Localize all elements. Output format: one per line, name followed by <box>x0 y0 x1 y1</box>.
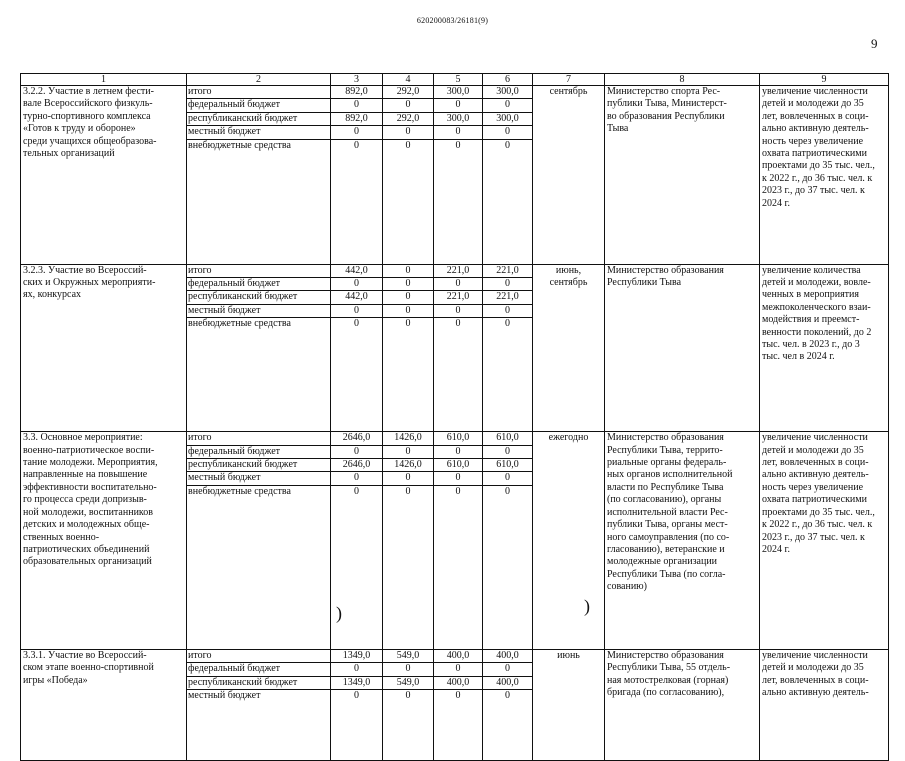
amount-cell: 0 <box>434 99 483 112</box>
activity-description: 3.3.1. Участие во Всероссий- ском этапе военно-спортивной игры «Победа» <box>21 649 187 760</box>
amount-cell: 0 <box>483 690 533 761</box>
column-number: 3 <box>331 74 383 86</box>
amount-cell: 0 <box>331 663 383 676</box>
amount-cell: 221,0 <box>434 291 483 304</box>
expected-result: увеличение численности детей и молодежи до 35 лет, вовлеченных в соци- ально активную деятель- <box>760 649 889 760</box>
amount-cell: 2646,0 <box>331 459 383 472</box>
funding-source: республиканский бюджет <box>187 459 331 472</box>
funding-source: местный бюджет <box>187 126 331 139</box>
funding-source: местный бюджет <box>187 690 331 761</box>
amount-cell: 2646,0 <box>331 432 383 445</box>
amount-cell: 0 <box>383 139 434 264</box>
table-row <box>21 649 889 662</box>
amount-cell: 0 <box>434 126 483 139</box>
table-body <box>21 86 889 761</box>
funding-source: местный бюджет <box>187 472 331 485</box>
amount-cell: 0 <box>331 318 383 432</box>
amount-cell: 0 <box>383 291 434 304</box>
deadline: июнь, сентябрь <box>533 264 605 432</box>
document-id: 620200083/26181(9) <box>416 16 489 25</box>
amount-cell: 0 <box>383 304 434 317</box>
amount-cell: 300,0 <box>434 112 483 125</box>
amount-cell: 1426,0 <box>383 459 434 472</box>
amount-cell: 1349,0 <box>331 676 383 689</box>
amount-cell: 0 <box>383 690 434 761</box>
column-number: 4 <box>383 74 434 86</box>
amount-cell: 400,0 <box>434 649 483 662</box>
amount-cell: 300,0 <box>434 86 483 99</box>
funding-source: итого <box>187 432 331 445</box>
amount-cell: 0 <box>383 472 434 485</box>
amount-cell: 0 <box>383 126 434 139</box>
activity-description: 3.2.2. Участие в летнем фести- вале Всероссийского физкуль- турно-спортивного комплекса «Готов к труду и обороне» среди учащихся общеобразова- тельных организаций <box>21 86 187 265</box>
program-table <box>20 73 889 761</box>
amount-cell: 0 <box>434 472 483 485</box>
amount-cell: 300,0 <box>483 112 533 125</box>
amount-cell: 0 <box>434 318 483 432</box>
program-table-wrapper <box>20 73 889 761</box>
funding-source: местный бюджет <box>187 304 331 317</box>
funding-source: федеральный бюджет <box>187 663 331 676</box>
funding-source: республиканский бюджет <box>187 112 331 125</box>
amount-cell: 0 <box>434 690 483 761</box>
funding-source: внебюджетные средства <box>187 318 331 432</box>
amount-cell: 0 <box>331 126 383 139</box>
deadline: сентябрь <box>533 86 605 265</box>
amount-cell: 0 <box>331 690 383 761</box>
amount-cell: 0 <box>483 126 533 139</box>
amount-cell: 0 <box>483 318 533 432</box>
amount-cell: 0 <box>483 99 533 112</box>
funding-source: федеральный бюджет <box>187 445 331 458</box>
amount-cell: 292,0 <box>383 86 434 99</box>
amount-cell: 0 <box>331 99 383 112</box>
amount-cell: 300,0 <box>483 86 533 99</box>
amount-cell: 892,0 <box>331 112 383 125</box>
amount-cell: 610,0 <box>434 432 483 445</box>
amount-cell: 0 <box>383 663 434 676</box>
amount-cell: 0 <box>383 278 434 291</box>
amount-cell: 0 <box>434 485 483 649</box>
column-number: 8 <box>605 74 760 86</box>
amount-cell: 0 <box>383 264 434 277</box>
activity-description: 3.2.3. Участие во Всероссий- ских и Окружных мероприяти- ях, конкурсах <box>21 264 187 432</box>
amount-cell: 549,0 <box>383 649 434 662</box>
column-number: 6 <box>483 74 533 86</box>
funding-source: итого <box>187 264 331 277</box>
funding-source: внебюджетные средства <box>187 139 331 264</box>
funding-source: внебюджетные средства <box>187 485 331 649</box>
funding-source: итого <box>187 649 331 662</box>
amount-cell: 0 <box>434 304 483 317</box>
amount-cell: 892,0 <box>331 86 383 99</box>
amount-cell: 0 <box>383 485 434 649</box>
amount-cell: 0 <box>434 278 483 291</box>
amount-cell: 0 <box>383 318 434 432</box>
expected-result: увеличение численности детей и молодежи до 35 лет, вовлеченных в соци- ально активную деятель- ность через увеличение охвата патриотическими проектами до 35 тыс. чел., к 2022 г., до 36 тыс. чел. к 2023 г., до 37 тыс. чел. к 2024 г. <box>760 86 889 265</box>
amount-cell: 221,0 <box>483 264 533 277</box>
amount-cell: 221,0 <box>434 264 483 277</box>
funding-source: республиканский бюджет <box>187 676 331 689</box>
amount-cell: 1426,0 <box>383 432 434 445</box>
funding-source: итого <box>187 86 331 99</box>
amount-cell: 0 <box>483 278 533 291</box>
amount-cell: 0 <box>331 445 383 458</box>
amount-cell: 0 <box>483 304 533 317</box>
funding-source: республиканский бюджет <box>187 291 331 304</box>
amount-cell: 0 <box>383 445 434 458</box>
amount-cell: 442,0 <box>331 264 383 277</box>
responsible-executors: Министерство образования Республики Тыва, террито- риальные органы федераль- ных органов исполнительной власти по Республике Тыва (по согласованию), органы исполнительной власти Рес- публики Тыва, органы мест- ного самоуправления (по со- гласованию), ветеранские и молодежные организации Республики Тыва (по согла- сованию) <box>605 432 760 650</box>
pen-mark: ) <box>584 596 590 616</box>
amount-cell: 1349,0 <box>331 649 383 662</box>
amount-cell: 0 <box>483 445 533 458</box>
responsible-executors: Министерство спорта Рес- публики Тыва, Министерст- во образования Республики Тыва <box>605 86 760 265</box>
column-number: 1 <box>21 74 187 86</box>
amount-cell: 0 <box>434 139 483 264</box>
page-number: 9 <box>871 36 878 51</box>
amount-cell: 0 <box>331 139 383 264</box>
table-row <box>21 86 889 99</box>
deadline: июнь <box>533 649 605 760</box>
amount-cell: 610,0 <box>434 459 483 472</box>
column-number-row <box>21 74 889 86</box>
amount-cell: 0 <box>483 485 533 649</box>
column-number: 7 <box>533 74 605 86</box>
amount-cell: 400,0 <box>483 649 533 662</box>
amount-cell: 0 <box>331 304 383 317</box>
deadline: ежегодно <box>533 432 605 650</box>
responsible-executors: Министерство образования Республики Тыва, 55 отдель- ная мотострелковая (горная) бригада (по согласованию), <box>605 649 760 760</box>
expected-result: увеличение численности детей и молодежи до 35 лет, вовлеченных в соци- ально активную деятель- ность через увеличение охвата патриотическими проектами до 35 тыс. чел., к 2022 г., до 36 тыс. чел. к 2023 г., до 37 тыс. чел. к 2024 г. <box>760 432 889 650</box>
column-number: 5 <box>434 74 483 86</box>
responsible-executors: Министерство образования Республики Тыва <box>605 264 760 432</box>
amount-cell: 442,0 <box>331 291 383 304</box>
amount-cell: 0 <box>483 472 533 485</box>
amount-cell: 549,0 <box>383 676 434 689</box>
amount-cell: 292,0 <box>383 112 434 125</box>
column-number: 9 <box>760 74 889 86</box>
amount-cell: 0 <box>331 278 383 291</box>
expected-result: увеличение количества детей и молодежи, вовле- ченных в мероприятия межпоколенческого взаи- модействия и преемст- венности поколений, до 2 тыс. чел. в 2023 г., до 3 тыс. чел в 2024 г. <box>760 264 889 432</box>
pen-mark: ) <box>336 603 342 623</box>
amount-cell: 0 <box>483 663 533 676</box>
amount-cell: 400,0 <box>434 676 483 689</box>
amount-cell: 0 <box>434 445 483 458</box>
funding-source: федеральный бюджет <box>187 99 331 112</box>
funding-source: федеральный бюджет <box>187 278 331 291</box>
table-row <box>21 264 889 277</box>
amount-cell: 400,0 <box>483 676 533 689</box>
table-row <box>21 432 889 445</box>
amount-cell: 610,0 <box>483 432 533 445</box>
amount-cell: 221,0 <box>483 291 533 304</box>
amount-cell: 610,0 <box>483 459 533 472</box>
amount-cell: 0 <box>383 99 434 112</box>
amount-cell: 0 <box>331 485 383 649</box>
amount-cell: 0 <box>331 472 383 485</box>
amount-cell: 0 <box>434 663 483 676</box>
activity-description: 3.3. Основное мероприятие: военно-патриотическое воспи- тание молодежи. Мероприятия, направленные на повышение эффективности воспитательно- го процесса среди допризыв- ной молодежи, воспитанников детских и молодежных обще- ственных военно- патриотических объединений образовательных организаций <box>21 432 187 650</box>
column-number: 2 <box>187 74 331 86</box>
amount-cell: 0 <box>483 139 533 264</box>
